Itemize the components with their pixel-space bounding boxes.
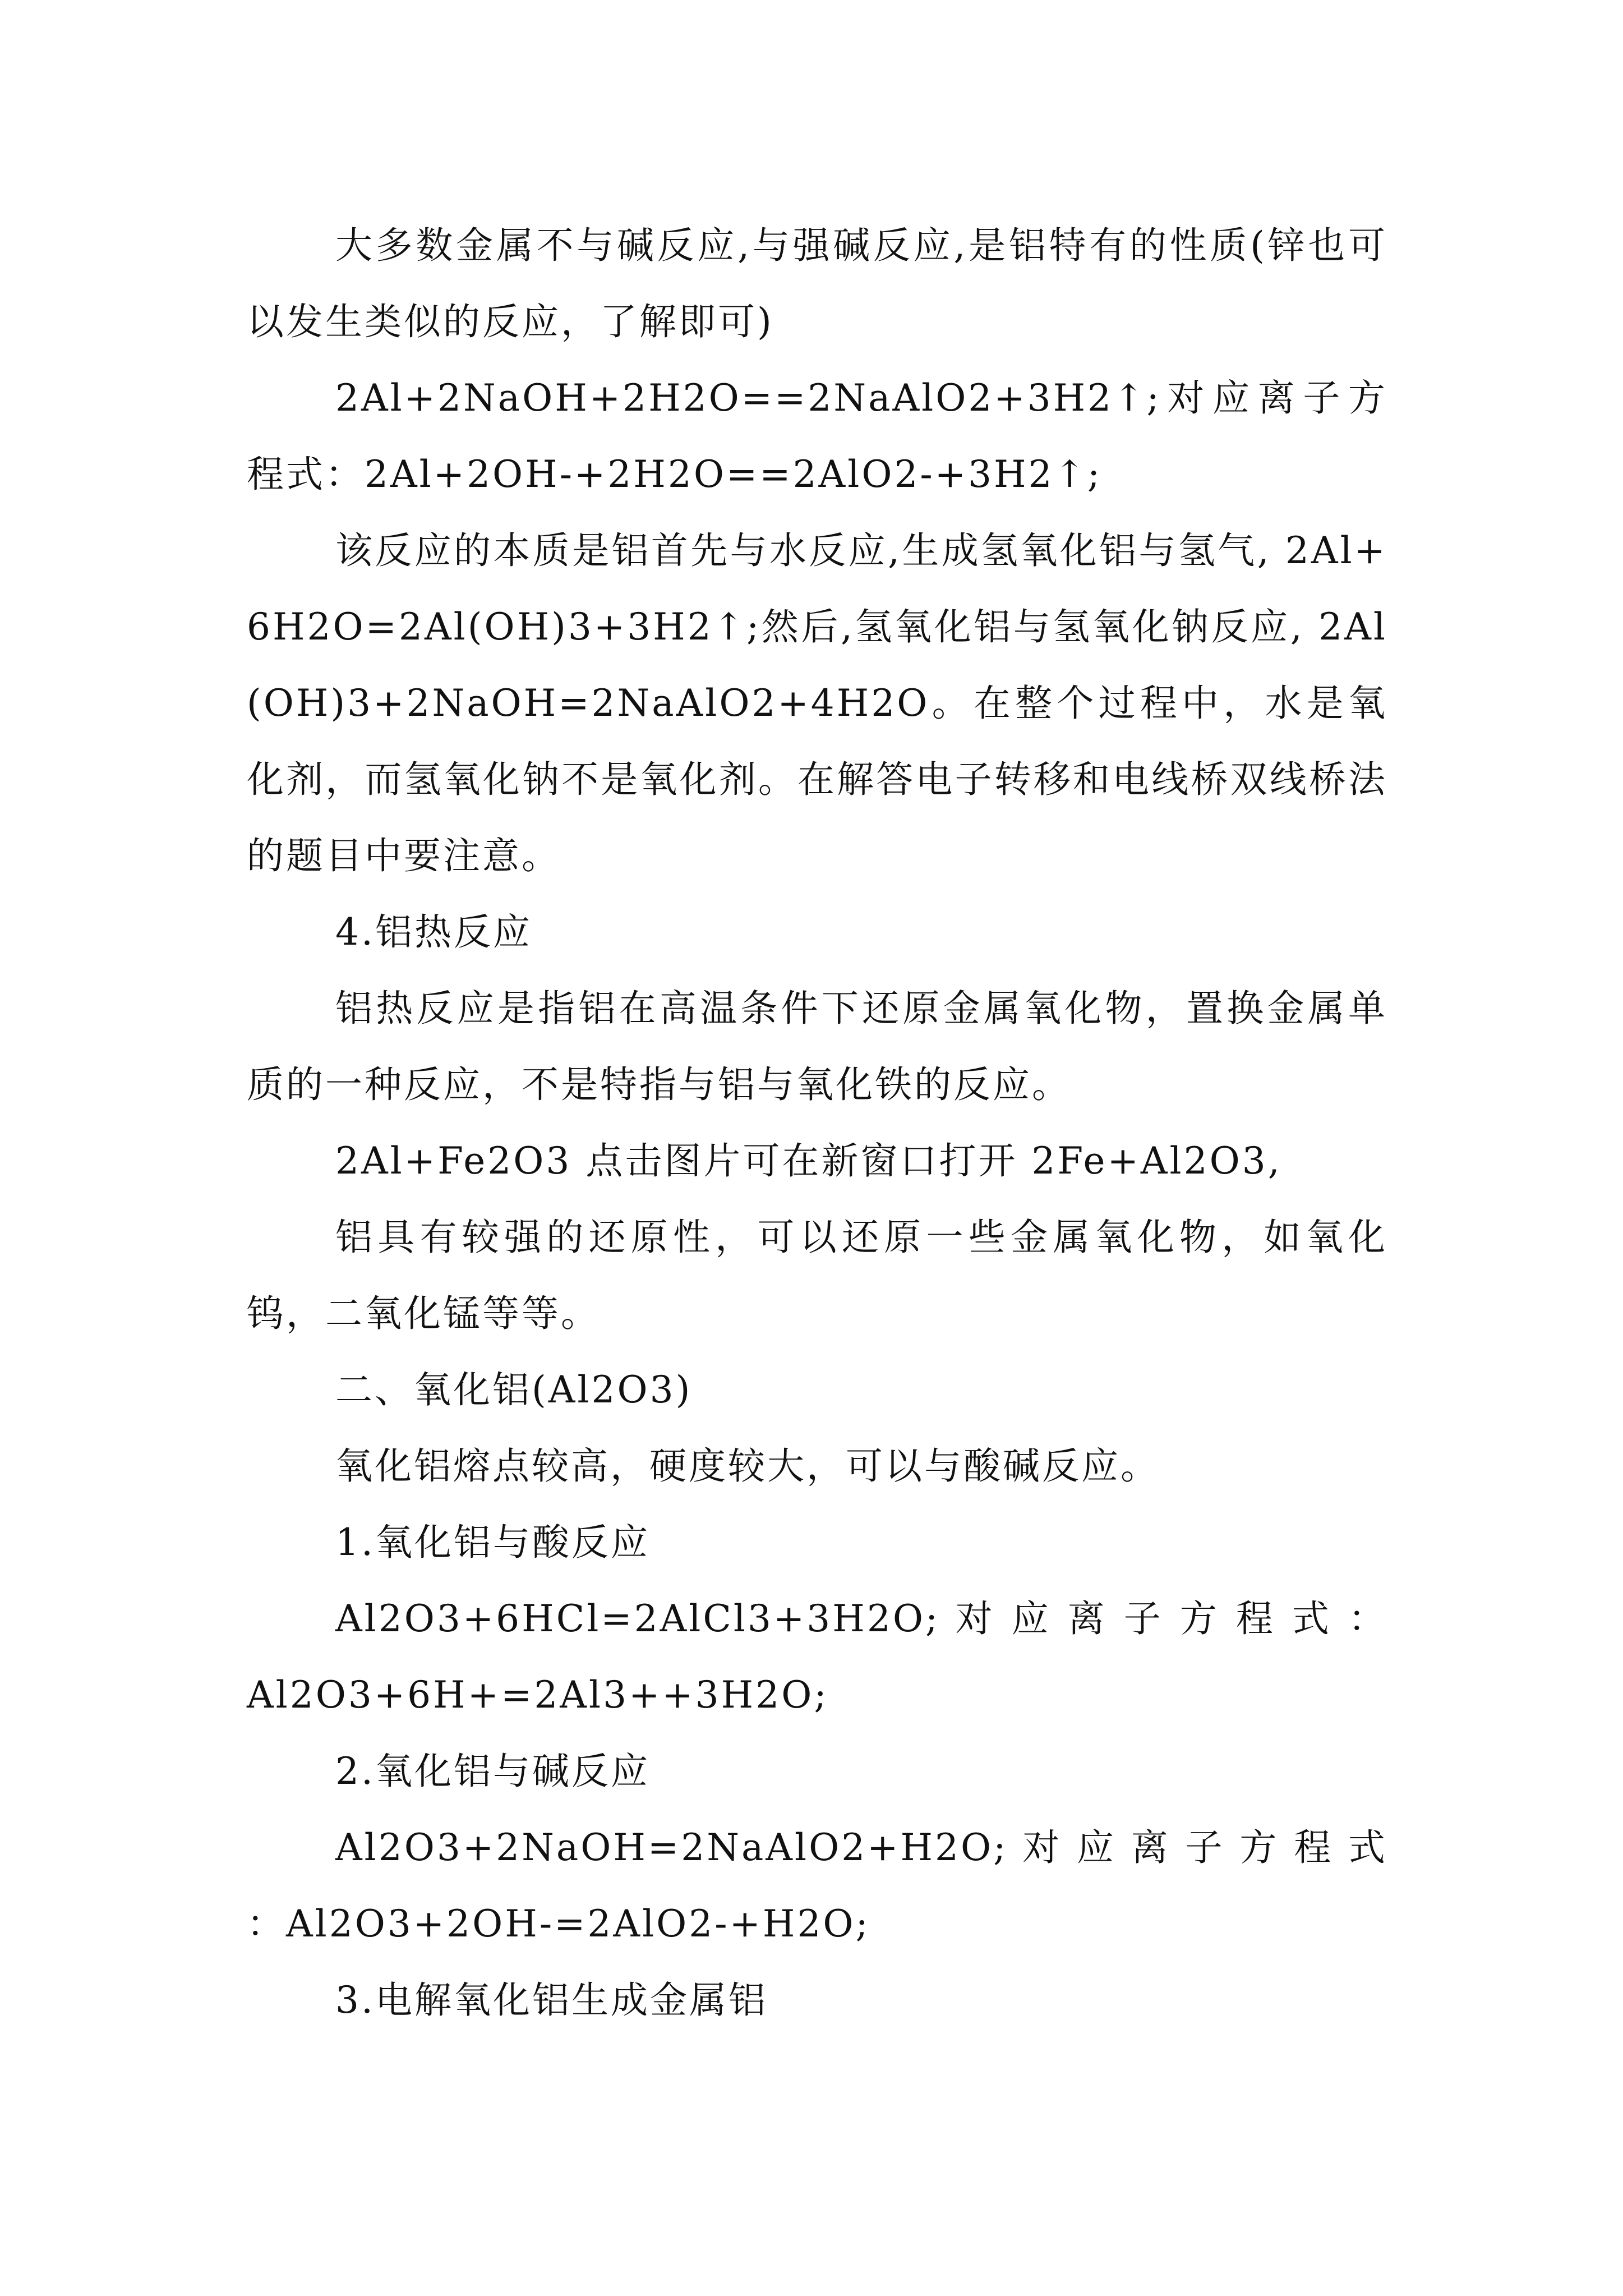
paragraph-aluminum-oxide-properties: 氧化铝熔点较高，硬度较大，可以与酸碱反应。 (335, 1444, 1160, 1488)
heading-electrolysis: 3.电解氧化铝生成金属铝 (335, 1978, 768, 2022)
paragraph-reaction-essence: 该反应的本质是铝首先与水反应,生成氢氧化铝与氢气, 2Al+6H2O=2Al(OH)3+3H2↑;然后,氢氧化铝与氢氧化钠反应, 2Al(OH)3+2NaOH=2NaAlO2+4H2O。在整个过程中，水是氧化剂，而氢氧化钠不是氧化剂。在解答电子转移和电线桥双线桥法的题目中要注意。 (247, 529, 1387, 877)
paragraph-aluminum-naoh-equation: 2Al+2NaOH+2H2O==2NaAlO2+3H2↑;对应离子方程式：2Al+2OH-+2H2O==2AlO2-+3H2↑; (247, 376, 1387, 496)
heading-oxide-base: 2.氧化铝与碱反应 (335, 1750, 650, 1793)
heading-aluminum-oxide: 二、氧化铝(Al2O3) (335, 1368, 693, 1411)
paragraph-oxide-acid-equation: Al2O3+6HCl=2AlCl3+3H2O; 对 应 离 子 方 程 式 ：Al2O3+6H+=2Al3++3H2O; (247, 1597, 1387, 1717)
heading-oxide-acid: 1.氧化铝与酸反应 (335, 1521, 650, 1564)
paragraph-aluminum-base-reaction: 大多数金属不与碱反应,与强碱反应,是铝特有的性质(锌也可以发生类似的反应，了解即可) (247, 224, 1387, 343)
paragraph-thermite-definition: 铝热反应是指铝在高温条件下还原金属氧化物，置换金属单质的一种反应，不是特指与铝与氧化铁的反应。 (247, 987, 1387, 1106)
paragraph-oxide-base-equation: Al2O3+2NaOH=2NaAlO2+H2O; 对 应 离 子 方 程 式 ：Al2O3+2OH-=2AlO2-+H2O; (247, 1826, 1387, 1945)
heading-thermite-reaction: 4.铝热反应 (335, 910, 532, 954)
document-body (247, 208, 1387, 2039)
paragraph-thermite-equation: 2Al+Fe2O3 点击图片可在新窗口打开 2Fe+Al2O3, (335, 1139, 1282, 1182)
paragraph-aluminum-reducing: 铝具有较强的还原性，可以还原一些金属氧化物，如氧化钨，二氧化锰等等。 (247, 1216, 1387, 1335)
